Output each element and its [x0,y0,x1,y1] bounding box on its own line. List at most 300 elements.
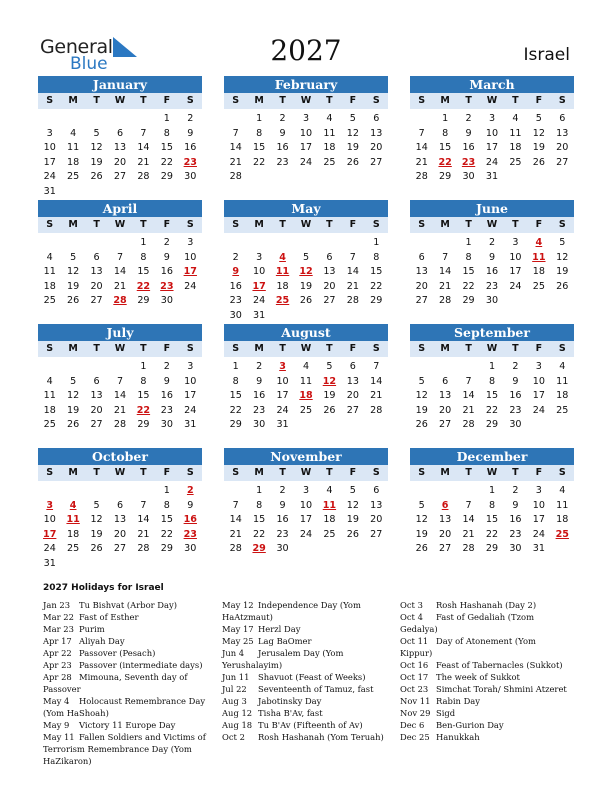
day: 5 [535,113,542,124]
day: 14 [113,266,127,278]
empty-day [132,484,155,499]
day: 20 [323,280,336,292]
day: 1 [373,237,380,248]
day: 27 [439,543,452,555]
day: 31 [43,185,56,197]
day: 3 [512,237,519,248]
day: 14 [229,514,242,526]
month-title: November [224,448,388,465]
holiday-day: 25 [555,528,569,540]
day: 29 [160,543,173,555]
holiday-date: May 25 [222,636,254,646]
month-title: August [224,324,388,341]
holiday-item [43,599,215,611]
month-title: December [410,448,574,465]
empty-day [341,236,364,251]
day: 12 [415,514,428,526]
country-label: Israel [523,45,570,65]
day: 24 [509,280,522,292]
holiday-day: 22 [438,156,452,168]
month-title: April [38,200,202,217]
weekday-header [38,341,202,357]
holiday-name: Independence Day (Yom [258,600,361,610]
day: 24 [43,171,56,183]
weekday-header [224,465,388,481]
weekday-label: T [140,95,147,106]
day: 27 [90,419,103,431]
weekday-label: S [232,219,240,230]
day: 20 [415,280,428,292]
weekday-label: T [465,343,472,354]
day: 12 [532,127,545,139]
weekday-label: S [558,467,566,478]
day: 28 [370,404,383,416]
holiday-day: 12 [299,266,313,278]
weekday-label: W [486,467,498,478]
day: 19 [415,404,428,416]
weekday-label: T [140,467,147,478]
holiday-day: 12 [322,375,337,387]
weekday-label: T [512,467,519,478]
day: 23 [485,280,499,292]
day: 25 [43,295,56,307]
month-august [224,324,388,433]
day: 7 [442,251,449,263]
empty-day [433,484,456,499]
day: 2 [488,237,496,248]
weekday-label: S [46,467,54,478]
holiday-day: 16 [183,514,197,526]
day: 16 [160,266,173,278]
day: 1 [163,113,170,124]
day: 17 [276,390,289,402]
day: 6 [349,361,356,372]
day: 18 [556,514,569,526]
day: 22 [160,156,173,168]
day: 19 [532,142,545,154]
holiday-name: Passover (intermediate days) [79,660,203,670]
weekday-label: F [535,343,543,354]
day: 14 [415,142,428,154]
holiday-day: 4 [535,237,543,248]
day: 8 [465,251,472,263]
weekday-label: T [279,219,286,230]
day-grid [224,360,388,433]
day: 12 [67,390,80,402]
day: 19 [415,528,428,540]
month-december [410,448,574,557]
day: 7 [140,127,147,139]
day: 3 [302,113,310,124]
holiday-item [222,623,394,635]
day: 11 [556,375,569,387]
day: 26 [323,404,336,416]
holiday-name: Simchat Torah/ Shmini Atzeret [436,684,567,694]
weekday-label: S [372,95,380,106]
weekday-header [410,93,574,109]
day: 2 [187,113,194,124]
day: 20 [439,404,452,416]
holiday-item [222,683,394,695]
empty-day [433,236,456,251]
day: 13 [370,127,383,139]
holiday-name: Lag BaOmer [258,636,312,646]
day: 5 [93,499,100,511]
weekday-label: F [535,467,543,478]
day: 16 [160,390,173,402]
day: 2 [232,251,239,263]
empty-day [38,360,61,375]
month-title: May [224,200,388,217]
day: 30 [485,295,499,307]
day: 5 [70,375,77,387]
holiday-name: Sigd [436,708,456,718]
day: 15 [229,390,242,402]
day: 4 [302,361,310,372]
day: 29 [229,419,242,431]
month-november [224,448,388,557]
holiday-date: Jun 4 [222,648,245,658]
holiday-day: 3 [279,361,286,372]
day-grid [38,236,202,309]
weekday-label: S [186,95,194,106]
weekday-label: T [326,343,333,354]
day: 12 [346,127,359,139]
holiday-name: Rosh Hashanah (Day 2) [436,600,537,610]
day: 4 [559,485,566,496]
weekday-label: S [46,95,54,106]
weekday-label: W [114,219,126,230]
holiday-item [222,671,394,683]
day: 15 [485,514,499,526]
day: 29 [137,295,150,307]
holiday-name: Tu B'Av (Fifteenth of Av) [258,720,363,730]
month-september [410,324,574,433]
day: 7 [116,375,124,387]
day: 18 [67,156,80,168]
holiday-name: Hanukkah [436,732,480,742]
holiday-name: Jerusalem Day (Yom [258,648,344,658]
day: 27 [439,419,452,431]
month-march [410,76,574,185]
holiday-date: Oct 23 [400,684,429,694]
day: 31 [43,557,56,569]
day: 23 [509,528,522,540]
day: 12 [346,499,359,511]
day: 13 [370,499,383,511]
weekday-label: S [372,343,380,354]
empty-day [457,484,480,499]
weekday-label: W [486,219,498,230]
weekday-header [224,341,388,357]
holiday-name: Seventeenth of Tamuz, fast [258,684,374,694]
day: 30 [253,419,266,431]
day: 26 [346,156,359,168]
day: 20 [90,280,103,292]
day: 17 [532,390,545,402]
day: 16 [229,280,242,292]
day: 6 [418,251,425,263]
empty-day [108,112,131,127]
day: 8 [140,251,147,263]
day: 29 [137,419,150,431]
day: 2 [465,113,472,124]
weekday-header [410,465,574,481]
holiday-name: (Yom HaShoah) [43,708,109,718]
day: 22 [462,280,475,292]
empty-day [433,360,456,375]
day: 19 [67,404,80,416]
day: 28 [439,295,452,307]
holiday-name: Jabotinsky Day [258,696,322,706]
holiday-day: 25 [275,295,290,307]
day: 17 [485,142,499,154]
weekday-label: S [558,343,566,354]
holiday-column [400,599,570,743]
month-title: July [38,324,202,341]
day: 17 [299,142,313,154]
weekday-header [38,217,202,233]
holiday-day: 11 [66,514,80,526]
weekday-label: M [68,219,78,230]
holiday-name: Victory 11 Europe Day [79,720,176,730]
day: 26 [67,419,80,431]
holiday-item [43,611,215,623]
weekday-label: T [326,467,333,478]
holiday-item [400,599,570,611]
day: 16 [485,266,499,278]
day: 6 [93,375,100,387]
holiday-name: Yerushalayim) [222,660,283,670]
day: 20 [556,142,569,154]
day: 14 [346,266,359,278]
day: 19 [556,266,569,278]
holiday-date: Jul 22 [222,684,247,694]
day: 9 [163,375,170,387]
day: 9 [256,375,263,387]
day: 20 [90,404,103,416]
month-july [38,324,202,433]
holiday-date: Nov 11 [400,696,431,706]
day: 17 [532,514,545,526]
day: 29 [485,419,499,431]
day: 30 [509,543,522,555]
day: 29 [439,171,452,183]
day: 14 [370,375,383,387]
holiday-item [43,755,215,767]
weekday-label: T [140,219,147,230]
day: 8 [256,499,263,511]
day: 19 [90,156,103,168]
weekday-label: S [372,467,380,478]
day: 19 [323,390,336,402]
holidays-title: 2027 Holidays for Israel [43,583,164,593]
day: 30 [184,543,197,555]
day: 6 [559,113,566,124]
day: 20 [370,142,383,154]
empty-day [247,236,270,251]
holiday-date: Mar 22 [43,612,74,622]
day: 8 [232,375,239,387]
day: 27 [113,171,127,183]
day: 6 [93,251,100,263]
weekday-label: T [93,467,100,478]
day: 20 [439,528,452,540]
holiday-day: 29 [252,543,266,555]
holiday-name: Rosh Hashanah (Yom Teruah) [258,732,384,742]
day: 13 [90,266,103,278]
day: 24 [184,404,197,416]
holiday-item [400,731,570,743]
day-grid [38,112,202,200]
day: 10 [509,251,522,263]
day: 25 [556,404,569,416]
day: 31 [184,419,197,431]
day-grid [224,112,388,185]
day-grid [410,360,574,433]
weekday-label: W [114,95,126,106]
day: 11 [43,390,56,402]
day: 5 [302,251,310,263]
day: 26 [415,543,428,555]
day: 7 [232,499,239,511]
holiday-date: Aug 18 [222,720,253,730]
month-title: October [38,448,202,465]
day: 4 [46,375,53,387]
day: 24 [299,156,313,168]
day: 21 [346,280,359,292]
holiday-day: 9 [232,266,240,278]
weekday-header [224,217,388,233]
day: 22 [160,528,173,540]
weekday-label: T [93,95,100,106]
day: 25 [323,156,336,168]
day: 17 [509,266,522,278]
day: 21 [113,280,127,292]
holiday-day: 23 [461,156,476,168]
holiday-item [400,719,570,731]
day: 24 [532,528,545,540]
day: 12 [90,514,103,526]
day: 15 [160,514,173,526]
weekday-label: F [349,467,357,478]
day: 15 [253,142,266,154]
holiday-name: Mimouna, Seventh day of [79,672,188,682]
day: 8 [488,375,496,387]
holiday-day: 6 [441,499,449,511]
day: 8 [163,127,170,139]
holiday-item [43,647,215,659]
weekday-label: W [300,219,312,230]
logo-text-general: General [40,36,113,58]
weekday-label: W [300,95,312,106]
weekday-label: F [163,95,171,106]
weekday-label: S [186,343,194,354]
day: 26 [415,419,428,431]
holiday-item [400,611,570,635]
day: 10 [276,375,289,387]
holiday-item [43,683,215,695]
day: 5 [326,361,333,372]
day: 18 [323,142,336,154]
weekday-label: T [465,219,472,230]
empty-day [61,112,84,127]
day: 11 [43,266,56,278]
holiday-date: Apr 23 [43,660,72,670]
day: 11 [299,375,313,387]
holiday-date: Jun 11 [222,672,250,682]
day: 25 [67,543,80,555]
day: 9 [488,251,496,263]
day: 31 [253,309,266,321]
holiday-item [43,731,215,743]
day: 8 [163,499,170,511]
day: 16 [462,142,475,154]
day: 7 [116,251,124,263]
day: 20 [113,156,127,168]
day: 14 [229,142,242,154]
day: 24 [184,280,197,292]
weekday-label: T [326,219,333,230]
day: 12 [415,390,428,402]
day: 16 [509,514,522,526]
day: 13 [439,514,452,526]
day: 2 [279,485,286,496]
day: 7 [418,127,425,139]
empty-day [61,236,84,251]
holiday-item [222,635,394,647]
day: 27 [370,156,383,168]
day: 22 [253,156,266,168]
weekday-label: T [512,95,519,106]
weekday-header [410,341,574,357]
day: 18 [276,280,289,292]
holiday-day: 18 [299,390,313,402]
day: 11 [556,499,569,511]
day: 10 [532,375,545,387]
month-october [38,448,202,572]
day: 19 [346,142,359,154]
day: 10 [253,266,266,278]
weekday-label: M [440,467,450,478]
holiday-item [43,719,215,731]
holiday-item [43,695,215,707]
day: 26 [90,171,103,183]
day: 27 [113,543,127,555]
weekday-label: W [300,343,312,354]
holiday-item [43,623,215,635]
day: 1 [140,237,147,248]
day: 10 [184,375,197,387]
holiday-day: 22 [136,280,151,292]
month-title: January [38,76,202,93]
day: 10 [43,142,56,154]
day: 7 [232,127,239,139]
day: 14 [137,514,150,526]
day: 1 [232,361,239,372]
month-april [38,200,202,309]
weekday-label: T [93,343,100,354]
weekday-label: W [114,467,126,478]
holiday-date: May 4 [43,696,70,706]
day-grid [38,360,202,433]
day: 28 [229,543,242,555]
day-grid [410,236,574,309]
weekday-label: M [68,95,78,106]
day: 19 [67,280,80,292]
weekday-label: W [486,343,498,354]
holiday-item [222,707,394,719]
